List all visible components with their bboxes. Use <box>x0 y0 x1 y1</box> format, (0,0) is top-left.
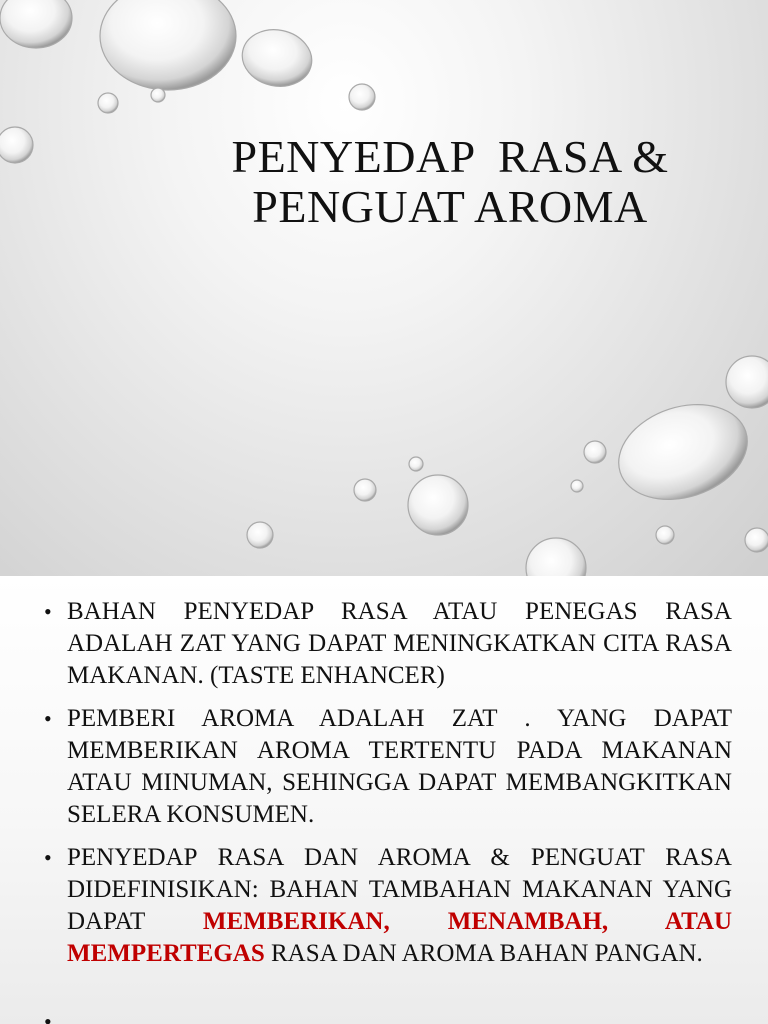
bullet-text-before: PENYEDAP RASA DAN AROMA & PENGUAT RASA DIDEFINISIKAN: BAHAN TAMBAHAN MAKANAN YANG DAPAT <box>67 844 732 935</box>
water-drop <box>237 23 317 92</box>
water-drop <box>745 528 768 552</box>
bullet-text-after: RASA DAN AROMA BAHAN PANGAN. <box>264 940 703 967</box>
slide-title-line-1: PENYEDAP RASA & <box>231 131 669 182</box>
bullet-item <box>0 842 768 970</box>
bullet-emphasis: MEMBERIKAN, MENAMBAH, ATAU MEMPERTEGAS <box>67 908 733 967</box>
slide-title <box>150 132 750 232</box>
water-drop <box>526 538 586 576</box>
water-drop <box>0 0 72 48</box>
content-slide <box>0 576 768 1024</box>
water-drop <box>606 389 759 515</box>
water-drop <box>726 356 768 408</box>
slide-title-line-2: PENGUAT AROMA <box>252 181 648 232</box>
water-drop <box>349 84 375 110</box>
water-drop <box>100 0 236 90</box>
bullet-dot-icon: • <box>44 599 52 624</box>
water-drop <box>408 475 468 535</box>
water-drop <box>247 522 273 548</box>
bullet-item <box>0 596 768 692</box>
bullet-item <box>0 703 768 831</box>
bullet-list <box>0 596 768 981</box>
bullet-text: BAHAN PENYEDAP RASA ATAU PENEGAS RASA ADALAH ZAT YANG DAPAT MENINGKATKAN CITA RASA MAKANAN. (TASTE ENHANCER) <box>67 598 732 689</box>
bullet-dot-icon: • <box>44 706 52 731</box>
bullet-dot-icon: • <box>44 1009 52 1024</box>
water-drop <box>354 479 376 501</box>
bullet-dot-icon: • <box>44 845 52 870</box>
water-drop <box>584 441 606 463</box>
water-drop <box>409 457 423 471</box>
water-drop <box>0 127 33 163</box>
water-drop <box>656 526 674 544</box>
water-drop <box>98 93 118 113</box>
water-drop <box>571 480 583 492</box>
bullet-text <box>67 842 732 970</box>
water-drop <box>151 88 165 102</box>
bullet-text: PEMBERI AROMA ADALAH ZAT . YANG DAPAT MEMBERIKAN AROMA TERTENTU PADA MAKANAN ATAU MINUMAN, SEHINGGA DAPAT MEMBANGKITKAN SELERA KONSUMEN. <box>67 705 732 828</box>
